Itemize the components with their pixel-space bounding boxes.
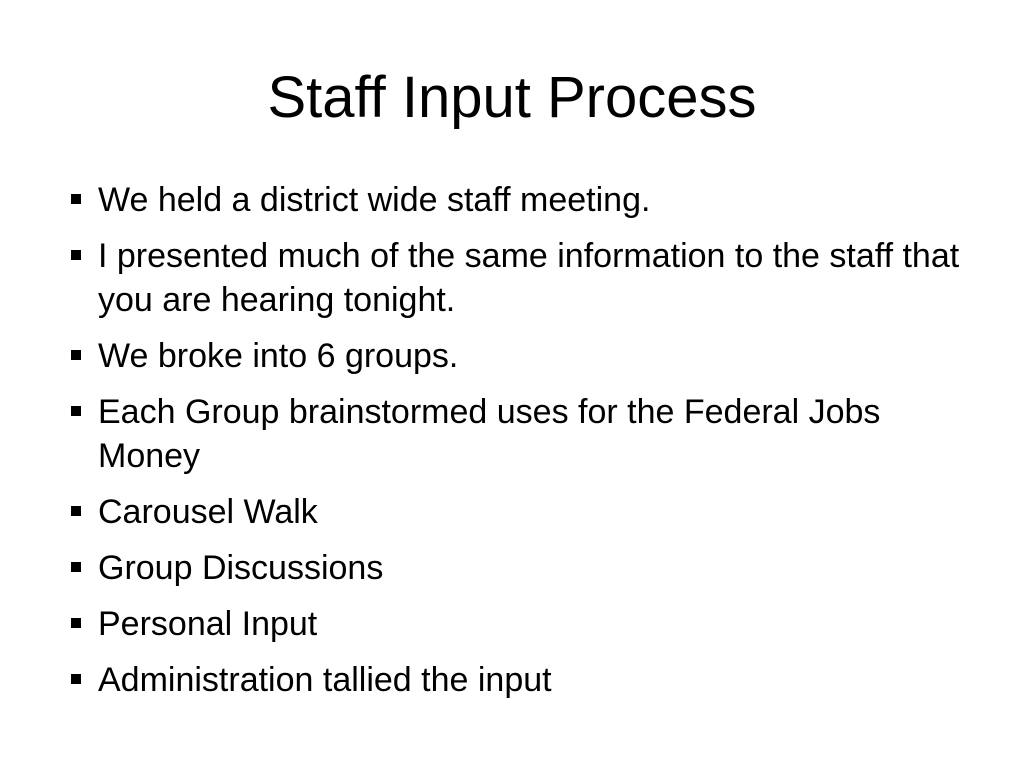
bullet-text: We broke into 6 groups.	[98, 337, 459, 375]
bullet-item	[68, 546, 968, 590]
square-bullet-icon	[71, 250, 81, 260]
bullet-text: Group Discussions	[98, 549, 384, 587]
bullet-item	[68, 602, 968, 646]
bullet-item	[68, 334, 968, 378]
bullet-text: Administration tallied the input	[98, 661, 552, 699]
bullet-text: Personal Input	[98, 605, 318, 643]
bullet-list	[68, 178, 968, 714]
bullet-text: Each Group brainstormed uses for the Federal Jobs Money	[98, 393, 881, 475]
square-bullet-icon	[71, 562, 81, 572]
square-bullet-icon	[71, 618, 81, 628]
square-bullet-icon	[71, 674, 81, 684]
bullet-item	[68, 178, 968, 222]
bullet-text: I presented much of the same information to the staff that you are hearing tonight.	[98, 237, 960, 319]
slide-title: Staff Input Process	[267, 65, 757, 130]
bullet-text: Carousel Walk	[98, 493, 318, 531]
square-bullet-icon	[71, 406, 81, 416]
square-bullet-icon	[71, 194, 81, 204]
bullet-item	[68, 490, 968, 534]
bullet-item	[68, 390, 968, 478]
square-bullet-icon	[71, 350, 81, 360]
square-bullet-icon	[71, 506, 81, 516]
bullet-item	[68, 658, 968, 702]
bullet-item	[68, 234, 968, 322]
bullet-text: We held a district wide staff meeting.	[98, 181, 651, 219]
